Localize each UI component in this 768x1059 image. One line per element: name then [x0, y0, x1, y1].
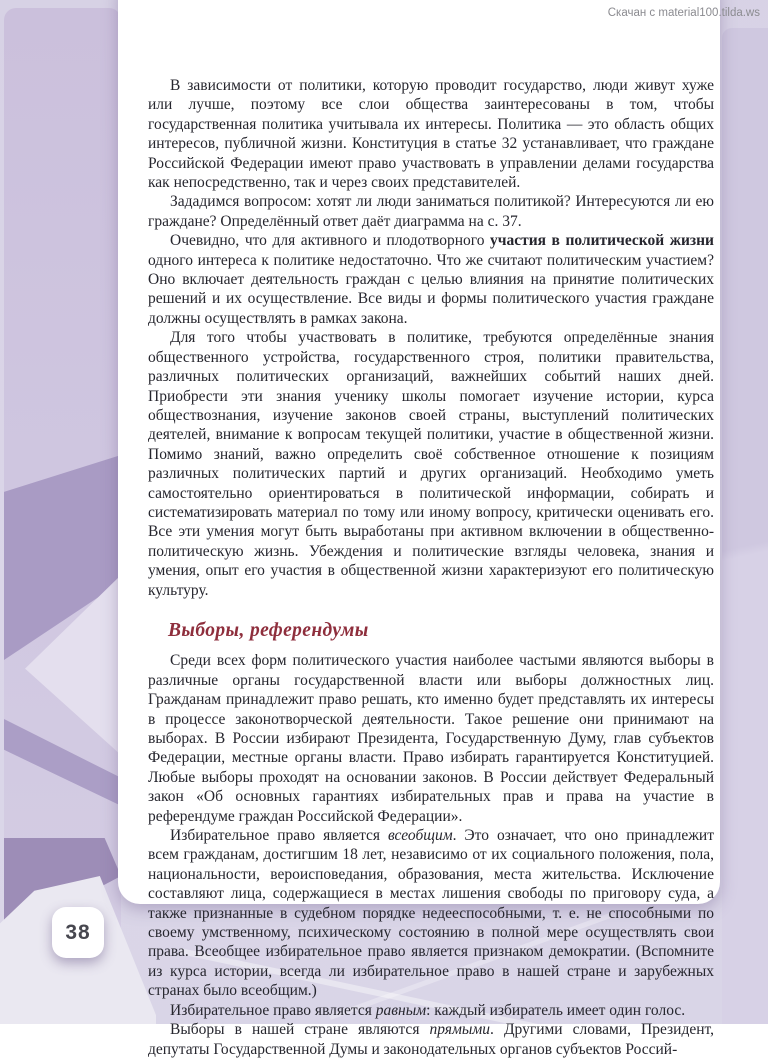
paragraph: Зададимся вопросом: хотят ли люди заниматься политикой? Интересуются ли ею граждане? Определённый ответ даёт диаграмма на с. 37. — [148, 193, 714, 230]
content-card — [118, 0, 720, 1058]
section-heading: Выборы, референдумы — [168, 619, 369, 641]
page-number-badge — [52, 907, 104, 958]
paragraph: Выборы в нашей стране являются прямыми. Другими словами, Президент, депутаты Государственной Думы и законодательных органов субъектов Россий- — [148, 1021, 714, 1058]
right-accent-strip — [722, 28, 768, 1024]
paragraph: Избирательное право является всеобщим. Это означает, что оно принадлежит всем гражданам, достигшим 18 лет, независимо от их социального положения, пола, национальности, вероисповедания, образования, места жительства. Исключение составляют лица, содержащиеся в местах лишения свободы по приговору суда, а также признанные в судебном порядке недееспособными, т. е. не способными по своему умственному, психическому состоянию в полной мере осуществлять свои права. Всеобщее избирательное право является признаком демократии. (Вспомните из курса истории, всегда ли избирательное право в нашей стране и зарубежных странах было всеобщим.) — [148, 827, 714, 1000]
paragraph: Избирательное право является равным: каждый избиратель имеет один голос. — [170, 1001, 686, 1019]
paragraph: Среди всех форм политического участия наиболее частыми являются выборы в различные органы государственной власти или выборы должностных лиц. Гражданам принадлежит право решать, кто именно будет представлять их интересы в процессе законотворческой деятельности. Такое решение они принимают на выборах. В России избирают Президента, Государственную Думу, глав субъектов Федерации, местные органы власти. Право избирать гарантируется Конституцией. Любые выборы проходят на основании законов. В России действует Федеральный закон «Об основных гарантиях избирательных прав и права на участие в референдуме граждан Российской Федерации». — [148, 652, 714, 825]
paragraph: В зависимости от политики, которую проводит государство, люди живут хуже или лучше, поэтому все слои общества заинтересованы в том, чтобы государственная политика учитывала их интересы. Политика — это область общих интересов, публичной жизни. Конституция в статье 32 устанавливает, что граждане Российской Федерации имеют право участвовать в управлении делами государства как непосредственно, так и через своих представителей. — [148, 77, 714, 192]
watermark: Скачан с material100.tilda.ws — [607, 7, 760, 19]
paragraph: Очевидно, что для активного и плодотворного участия в политической жизни одного интереса к политике недостаточно. Что же считают политическим участием? Оно включает деятельность граждан с целью влияния на принятие политических решений и их осуществление. Все виды и формы политического участия граждане должны осуществлять в рамках закона. — [148, 232, 714, 327]
paragraph: Для того чтобы участвовать в политике, требуются определённые знания общественного устройства, государственного строя, политики правительства, различных политических организаций, важнейших событий наших дней. Приобрести эти знания ученику школы помогает изучение истории, курса обществознания, изучение законов своей страны, выступлений политических деятелей, внимание к вопросам текущей политики, участие в общественной жизни. Помимо знаний, важно определить своё собственное отношение к позициям различных политических партий и других организаций. Необходимо уметь самостоятельно ориентироваться в политической информации, собирать и систематизировать материал по тому или иному вопросу, критически оценивать его. Все эти умения могут быть выработаны при активном включении в общественно-политическую жизнь. Убеждения и политические взгляды человека, знания и умения, опыт его участия в общественной жизни характеризуют его политическую культуру. — [148, 329, 714, 599]
article-body — [148, 76, 714, 1059]
page-number: 38 — [65, 920, 91, 944]
